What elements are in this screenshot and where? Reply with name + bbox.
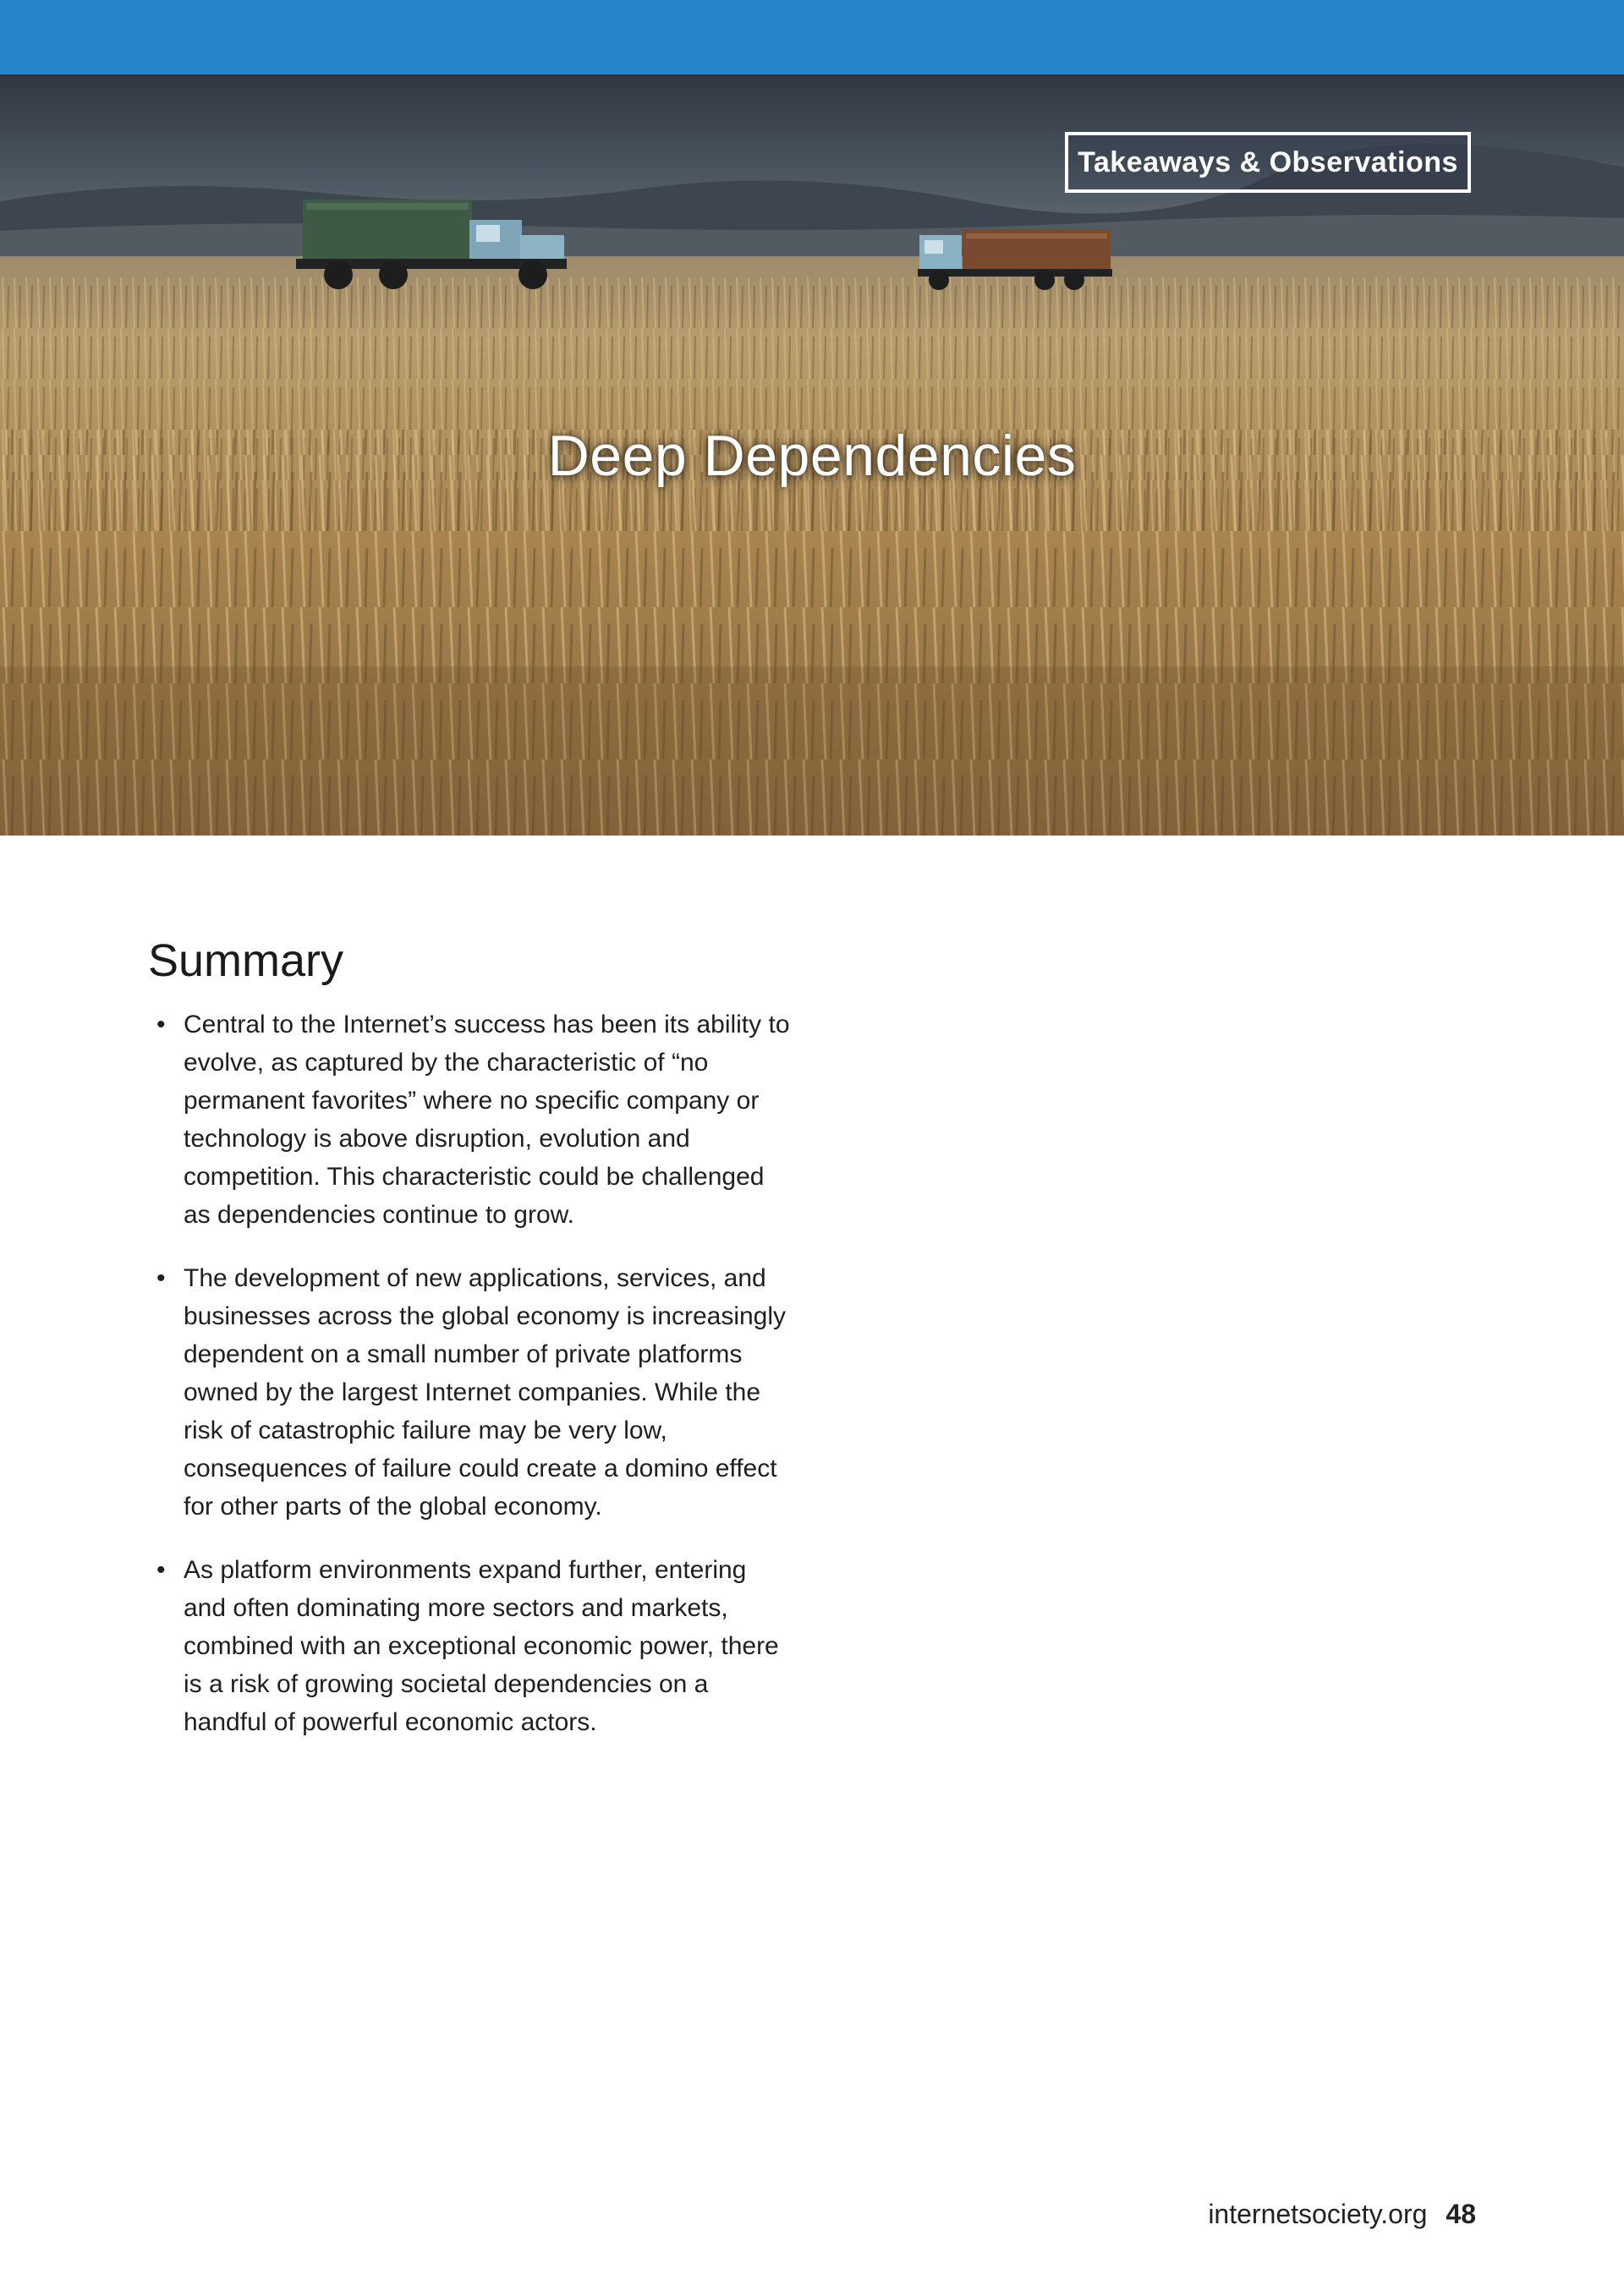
section-badge: Takeaways & Observations	[1065, 132, 1471, 193]
footer-site: internetsociety.org	[1208, 2199, 1428, 2229]
bullet-icon: •	[156, 1556, 166, 1584]
bullet-text: The development of new applications, services, and businesses across the global economy is increasingly dependent on a small number of private platforms owned by the largest Internet companies. While the risk of catastrophic failure may be very low, consequences of failure could create a domino effect for other parts of the global economy.	[184, 1264, 787, 1521]
summary-section	[148, 934, 791, 1767]
page-title: Deep Dependencies	[547, 424, 1077, 488]
bullet-text: As platform environments expand further, entering and often dominating more sectors and markets, combined with an exceptional economic power, there is a risk of growing societal dependencies on a handful of powerful economic actors.	[184, 1556, 779, 1736]
bullet-text: Central to the Internet’s success has been its ability to evolve, as captured by the characteristic of “no permanent favorites” where no specific company or technology is above disruption, evolution and competition. This characteristic could be challenged as dependencies continue to grow.	[184, 1011, 790, 1229]
bullet-icon: •	[156, 1264, 166, 1292]
page-number: 48	[1446, 2199, 1476, 2229]
bullet-icon: •	[156, 1011, 166, 1038]
summary-bullets	[148, 1006, 791, 1741]
list-item	[148, 1006, 791, 1234]
summary-heading: Summary	[148, 935, 344, 986]
page-footer	[1208, 2199, 1476, 2230]
top-color-bar	[0, 0, 1624, 74]
list-item	[148, 1259, 791, 1526]
list-item	[148, 1551, 791, 1741]
